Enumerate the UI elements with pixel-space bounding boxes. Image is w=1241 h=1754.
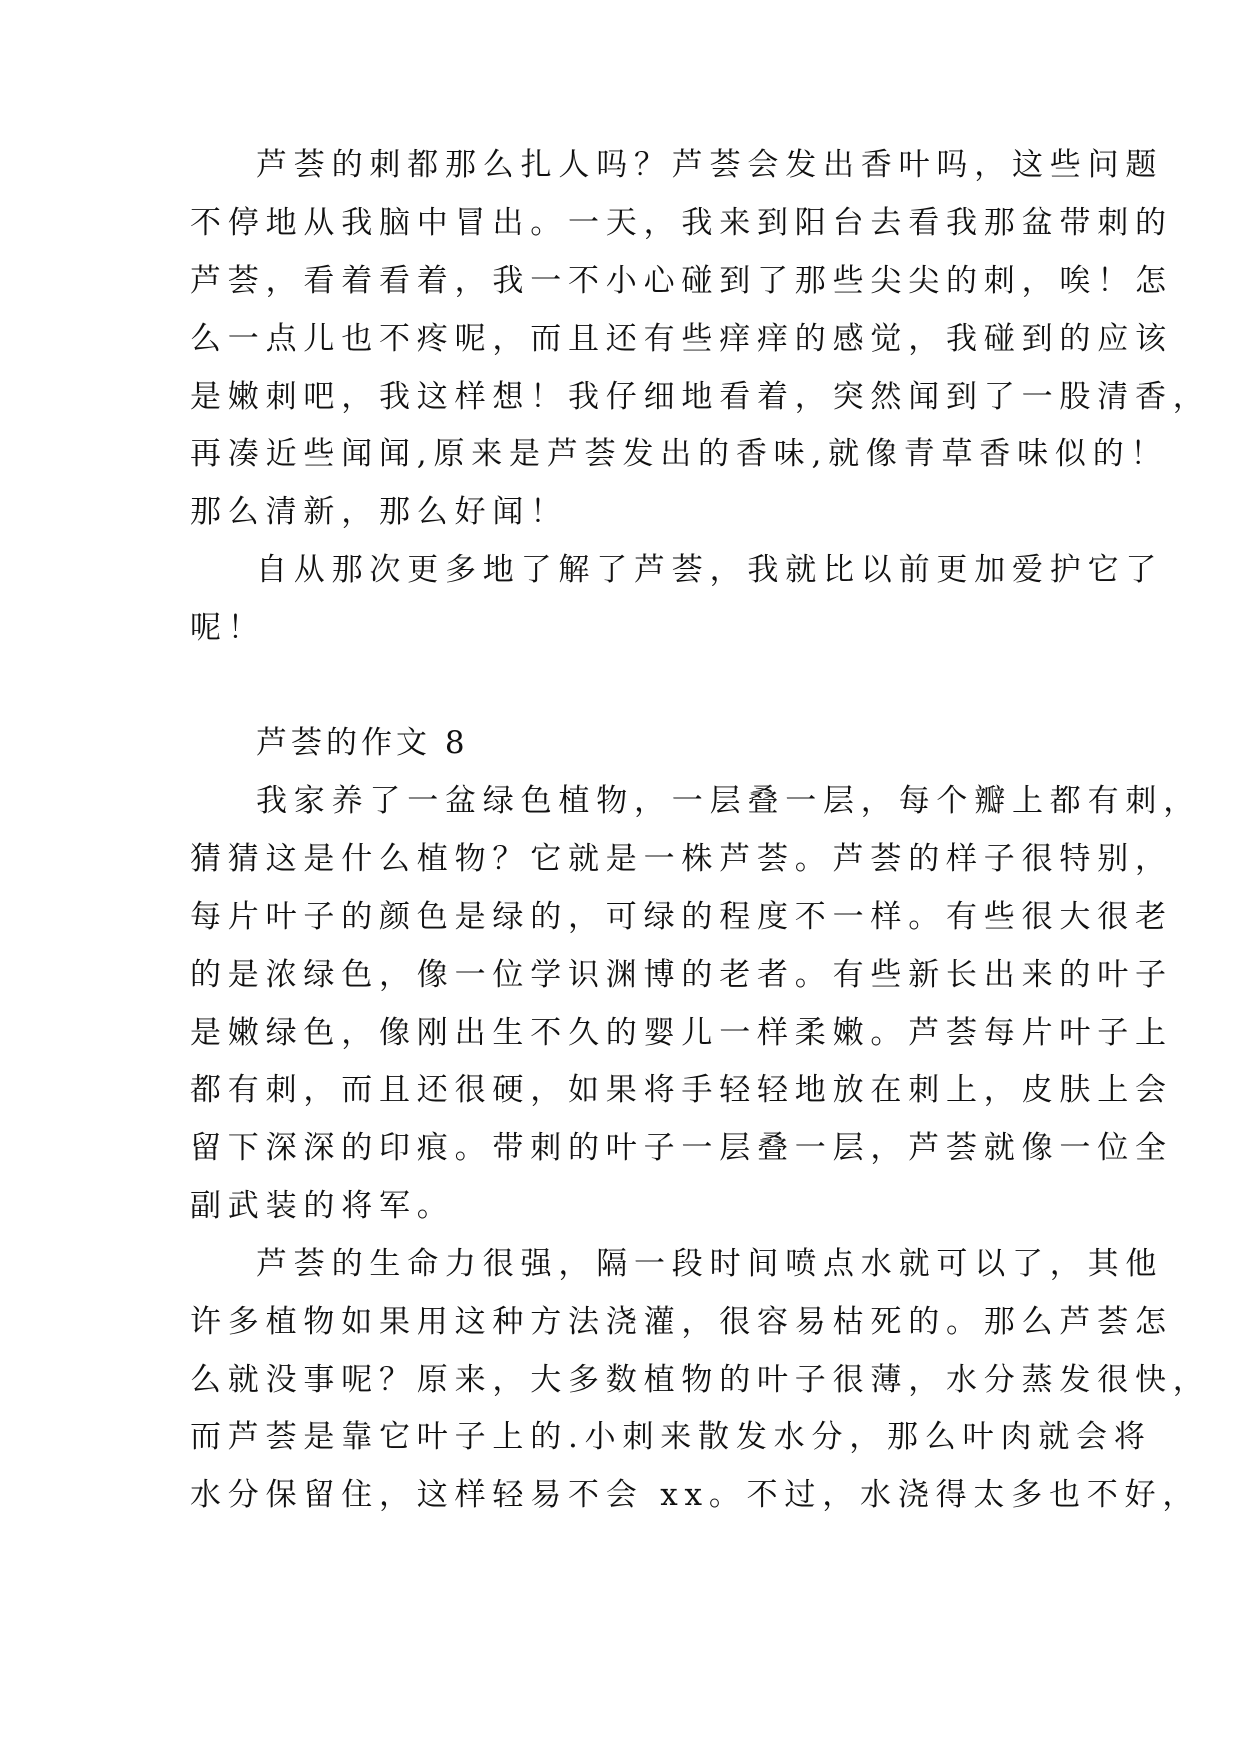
text-line: 留下深深的印痕。带刺的叶子一层叠一层，芦荟就像一位全 bbox=[190, 1130, 1173, 1166]
text-line: 副武装的将军。 bbox=[190, 1188, 455, 1224]
text-line: 自从那次更多地了解了芦荟，我就比以前更加爱护它了 bbox=[256, 552, 1164, 588]
text-line: 呢！ bbox=[190, 610, 266, 646]
text-line: 芦荟的刺都那么扎人吗？芦荟会发出香叶吗，这些问题 bbox=[256, 147, 1164, 183]
text-line: 不停地从我脑中冒出。一天，我来到阳台去看我那盆带刺的 bbox=[190, 205, 1173, 241]
text-line: 的是浓绿色，像一位学识渊博的老者。有些新长出来的叶子 bbox=[190, 957, 1173, 993]
text-line: 再凑近些闻闻,原来是芦荟发出的香味,就像青草香味似的！ bbox=[190, 436, 1169, 472]
text-line: 是嫩绿色，像刚出生不久的婴儿一样柔嫩。芦荟每片叶子上 bbox=[190, 1015, 1173, 1051]
text-line: 都有刺，而且还很硬，如果将手轻轻地放在刺上，皮肤上会 bbox=[190, 1072, 1173, 1108]
section-title: 芦荟的作文 8 bbox=[256, 725, 469, 761]
text-line: 是嫩刺吧，我这样想！我仔细地看着，突然闻到了一股清香， bbox=[190, 379, 1211, 415]
text-line: 那么清新，那么好闻！ bbox=[190, 494, 568, 530]
text-line: 我家养了一盆绿色植物，一层叠一层，每个瓣上都有刺， bbox=[256, 783, 1201, 819]
text-line: 许多植物如果用这种方法浇灌，很容易枯死的。那么芦荟怎 bbox=[190, 1304, 1173, 1340]
text-line: 么就没事呢？原来，大多数植物的叶子很薄，水分蒸发很快， bbox=[190, 1362, 1211, 1398]
text-line: 而芦荟是靠它叶子上的.小刺来散发水分，那么叶肉就会将 bbox=[190, 1419, 1152, 1455]
text-line: 芦荟的生命力很强，隔一段时间喷点水就可以了，其他 bbox=[256, 1246, 1164, 1282]
text-line: 芦荟，看着看着，我一不小心碰到了那些尖尖的刺，唉！怎 bbox=[190, 263, 1173, 299]
text-line: 每片叶子的颜色是绿的，可绿的程度不一样。有些很大很老 bbox=[190, 899, 1173, 935]
text-line: 猜猜这是什么植物？它就是一株芦荟。芦荟的样子很特别， bbox=[190, 841, 1173, 877]
text-line: 么一点儿也不疼呢，而且还有些痒痒的感觉，我碰到的应该 bbox=[190, 321, 1173, 357]
text-line: 水分保留住，这样轻易不会 xx。不过，水浇得太多也不好， bbox=[190, 1477, 1201, 1513]
